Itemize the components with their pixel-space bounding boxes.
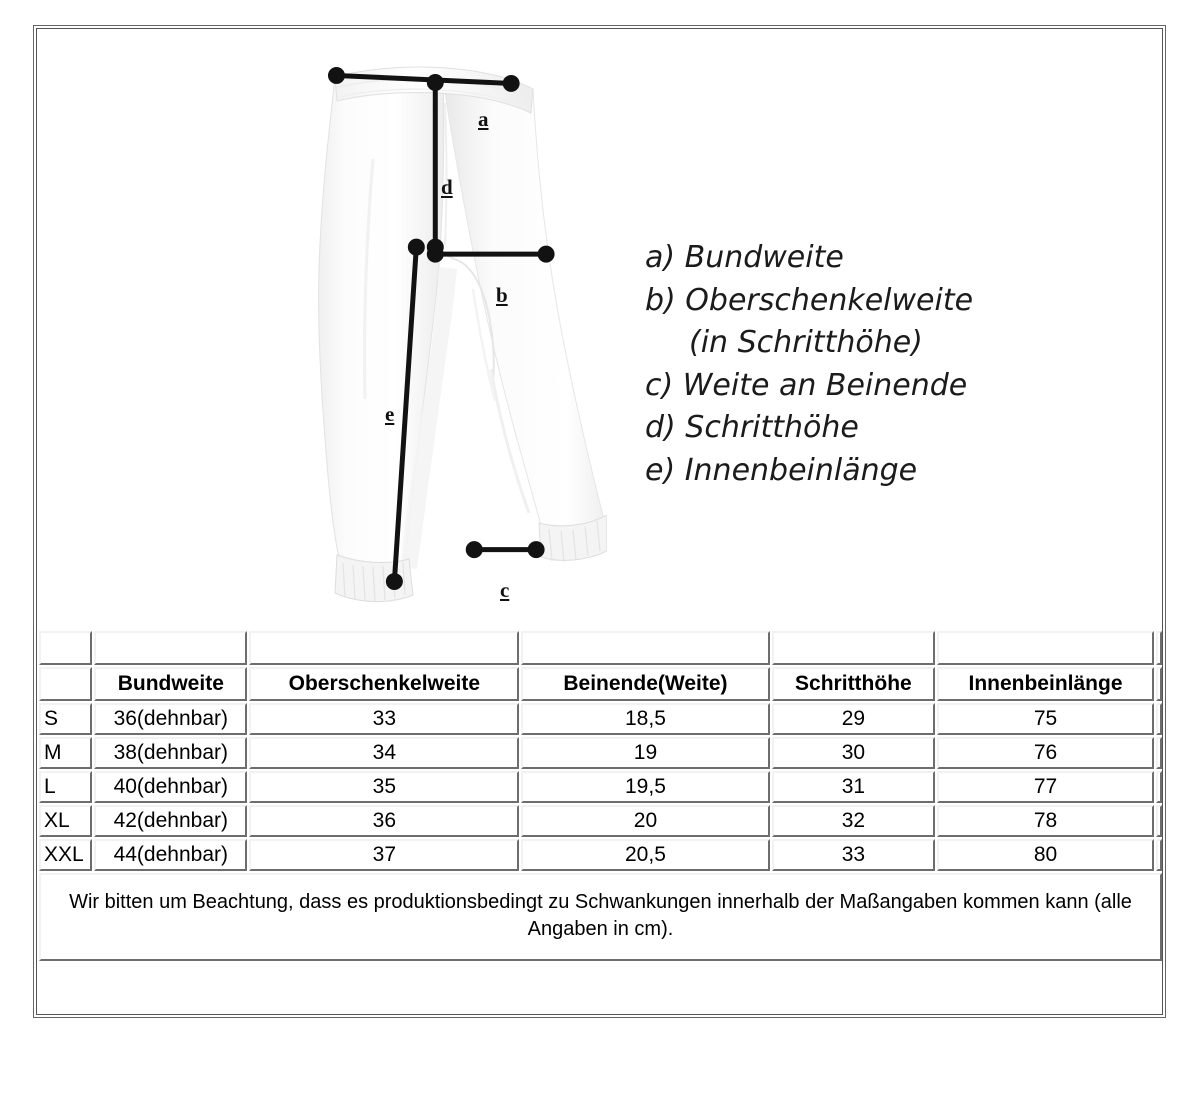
header-edge	[1156, 667, 1162, 701]
table-row	[39, 805, 1162, 837]
cell-oberschenkelweite: 35	[249, 771, 519, 803]
cell-innenbeinlaenge: 78	[937, 805, 1154, 837]
cell-oberschenkelweite: 36	[249, 805, 519, 837]
production-variance-note: Wir bitten um Beachtung, dass es produktionsbedingt zu Schwankungen innerhalb der Maßangaben kommen kann (alle Angaben in cm).	[39, 873, 1162, 961]
cell-edge	[1156, 737, 1162, 769]
spacer-cell-bundweite	[94, 631, 247, 665]
cell-size: M	[39, 737, 92, 769]
legend-line-d: d) Schritthöhe	[645, 410, 859, 446]
cell-size: S	[39, 703, 92, 735]
cell-schritthoehe: 33	[772, 839, 936, 871]
cell-schritthoehe: 29	[772, 703, 936, 735]
measurement-label-e: e	[385, 402, 395, 426]
spacer-cell-innenbeinlaenge	[937, 631, 1154, 665]
spacer-cell-oberschenkelweite	[249, 631, 519, 665]
spacer-cell-edge	[1156, 631, 1162, 665]
spacer-cell-schritthoehe	[772, 631, 936, 665]
header-schritthoehe: Schritthöhe	[772, 667, 936, 701]
cell-bundweite: 40(dehnbar)	[94, 771, 247, 803]
table-row	[39, 703, 1162, 735]
table-row	[39, 839, 1162, 871]
diagram-cell	[37, 29, 1162, 629]
table-row	[39, 737, 1162, 769]
size-table	[37, 629, 1164, 963]
cell-innenbeinlaenge: 75	[937, 703, 1154, 735]
header-innenbeinlaenge: Innenbeinlänge	[937, 667, 1154, 701]
legend-line-b: b) Oberschenkelweite	[645, 282, 974, 318]
cell-beinende: 19	[521, 737, 769, 769]
spacer-cell-beinende	[521, 631, 769, 665]
cell-size: XXL	[39, 839, 92, 871]
measurement-label-a: a	[478, 107, 489, 131]
cell-beinende: 20,5	[521, 839, 769, 871]
table-row	[39, 771, 1162, 803]
header-beinende: Beinende(Weite)	[521, 667, 769, 701]
sweatpants-illustration	[277, 39, 607, 614]
cell-size: L	[39, 771, 92, 803]
cell-edge	[1156, 703, 1162, 735]
legend-line-e: e) Innenbeinlänge	[645, 452, 918, 488]
cell-schritthoehe: 30	[772, 737, 936, 769]
legend-line-c: c) Weite an Beinende	[645, 367, 968, 403]
cell-edge	[1156, 839, 1162, 871]
cell-beinende: 20	[521, 805, 769, 837]
table-spacer-row	[39, 631, 1162, 665]
size-chart-frame	[33, 25, 1166, 1018]
cell-bundweite: 44(dehnbar)	[94, 839, 247, 871]
cell-beinende: 19,5	[521, 771, 769, 803]
cell-innenbeinlaenge: 80	[937, 839, 1154, 871]
header-bundweite: Bundweite	[94, 667, 247, 701]
table-note-row	[39, 873, 1162, 961]
spacer-cell-size	[39, 631, 92, 665]
cell-bundweite: 42(dehnbar)	[94, 805, 247, 837]
cell-oberschenkelweite: 33	[249, 703, 519, 735]
cell-oberschenkelweite: 37	[249, 839, 519, 871]
table-header-row	[39, 667, 1162, 701]
cell-bundweite: 38(dehnbar)	[94, 737, 247, 769]
legend-line-b-sub: (in Schritthöhe)	[689, 325, 923, 361]
legend-line-a: a) Bundweite	[645, 240, 844, 275]
measurement-label-c: c	[500, 578, 510, 602]
size-chart-inner	[36, 28, 1163, 1015]
cell-innenbeinlaenge: 77	[937, 771, 1154, 803]
header-oberschenkelweite: Oberschenkelweite	[249, 667, 519, 701]
cell-bundweite: 36(dehnbar)	[94, 703, 247, 735]
cell-size: XL	[39, 805, 92, 837]
cell-edge	[1156, 771, 1162, 803]
header-size	[39, 667, 92, 701]
cell-oberschenkelweite: 34	[249, 737, 519, 769]
cell-innenbeinlaenge: 76	[937, 737, 1154, 769]
cell-beinende: 18,5	[521, 703, 769, 735]
measurement-label-b: b	[496, 283, 508, 307]
cell-edge	[1156, 805, 1162, 837]
cell-schritthoehe: 32	[772, 805, 936, 837]
measurement-label-d: d	[441, 175, 453, 199]
cell-schritthoehe: 31	[772, 771, 936, 803]
measurement-legend	[645, 237, 973, 493]
